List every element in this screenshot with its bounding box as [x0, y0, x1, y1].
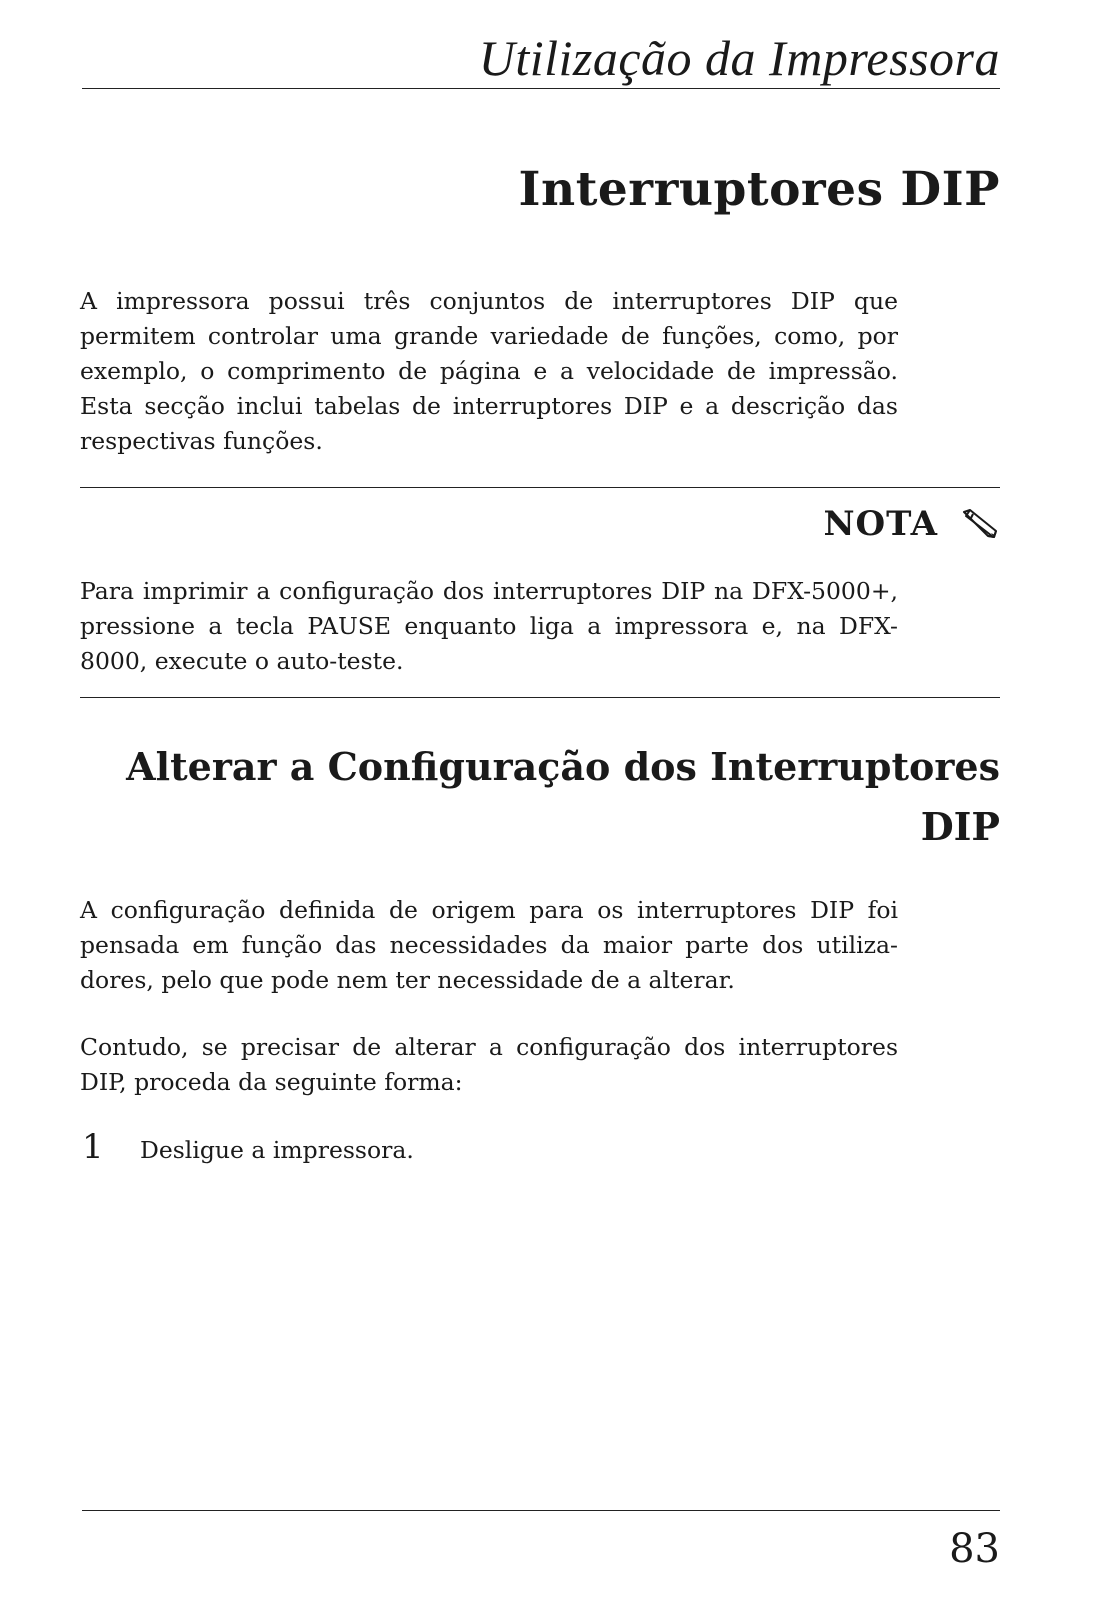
note-bottom-rule [80, 697, 1000, 698]
step-text: Desligue a impressora. [140, 1136, 414, 1164]
list-item [82, 1127, 414, 1167]
subsection-paragraph-1: A configuração definida de origem para os interruptores DIP foi pensada em função das necessidades da maior parte dos utiliza-dores, pelo que pode nem ter necessidade de a alterar. [80, 896, 898, 994]
subsection-title: Alterar a Configuração dos Interruptores DIP [126, 744, 1000, 849]
step-number: 1 [82, 1127, 104, 1167]
note-heading [823, 502, 1000, 546]
note-top-rule [80, 487, 1000, 488]
running-header: Utilização da Impressora [478, 30, 1000, 86]
pencil-icon [960, 509, 1000, 539]
subsection-paragraph-2: Contudo, se precisar de alterar a configuração dos interruptores DIP, proceda da seguinte forma: [80, 1033, 898, 1096]
header-rule [82, 88, 1000, 89]
footer-rule [82, 1510, 1000, 1511]
page-number: 83 [949, 1526, 1000, 1572]
note-label: NOTA [823, 504, 938, 544]
section-title: Interruptores DIP [518, 162, 1000, 217]
note-paragraph: Para imprimir a configuração dos interruptores DIP na DFX-5000+, pressione a tecla PAUSE enquanto liga a impressora e, na DFX-8000, execute o auto-teste. [80, 577, 898, 675]
intro-paragraph: A impressora possui três conjuntos de interruptores DIP que permitem controlar uma grande variedade de funções, como, por exemplo, o comprimento de página e a velocidade de impressão. Esta secção inclui tabelas de interruptores DIP e a descrição das respectivas funções. [80, 287, 898, 455]
